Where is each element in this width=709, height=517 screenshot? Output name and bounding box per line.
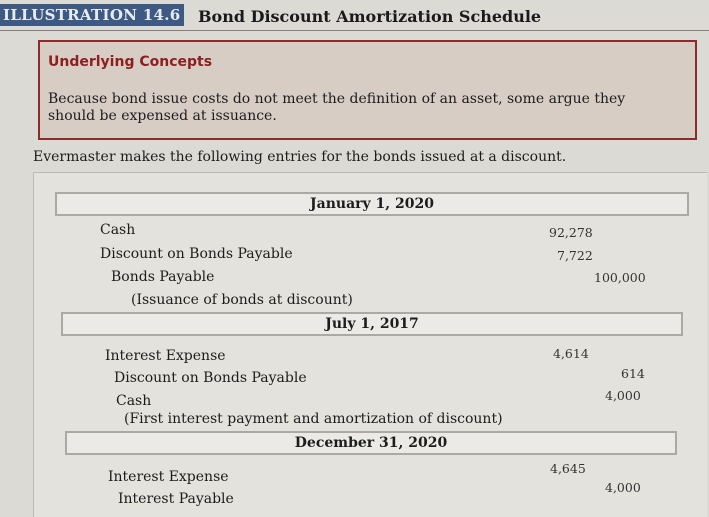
debit-amount: 92,278 — [549, 225, 593, 240]
account-credit: Discount on Bonds Payable — [114, 370, 307, 386]
illustration-title: Bond Discount Amortization Schedule — [198, 7, 542, 26]
account-credit: Bonds Payable — [111, 269, 215, 285]
entry-note: (First interest payment and amortization of discount) — [124, 411, 503, 427]
entry-date: December 31, 2020 — [294, 435, 448, 451]
entry-date-bar — [65, 431, 677, 455]
entry-date-bar — [55, 192, 689, 216]
illustration-label: ILLUSTRATION 14.6 — [0, 4, 184, 26]
account-debit: Interest Expense — [105, 348, 226, 364]
credit-amount: 100,000 — [594, 270, 646, 285]
account-debit: Cash — [100, 222, 136, 238]
illustration-header — [0, 4, 709, 31]
intro-text: Evermaster makes the following entries for the bonds issued at a discount. — [33, 149, 567, 165]
account-debit: Interest Expense — [108, 469, 229, 485]
concepts-title: Underlying Concepts — [48, 54, 213, 70]
account-credit: Cash — [116, 393, 152, 409]
credit-amount: 4,000 — [605, 388, 641, 403]
debit-amount: 4,645 — [550, 461, 586, 476]
entry-date: July 1, 2017 — [325, 316, 419, 332]
account-credit: Interest Payable — [118, 491, 234, 507]
debit-amount: 4,614 — [553, 346, 589, 361]
underlying-concepts-box — [38, 40, 697, 140]
debit-amount: 7,722 — [557, 248, 593, 263]
entry-date: January 1, 2020 — [310, 196, 434, 212]
entry-date-bar — [61, 312, 683, 336]
credit-amount: 614 — [621, 366, 645, 381]
entry-note: (Issuance of bonds at discount) — [131, 292, 353, 308]
credit-amount: 4,000 — [605, 480, 641, 495]
concepts-text: Because bond issue costs do not meet the definition of an asset, some argue they should be expensed at issuance. — [48, 91, 626, 124]
account-debit: Discount on Bonds Payable — [100, 246, 293, 262]
